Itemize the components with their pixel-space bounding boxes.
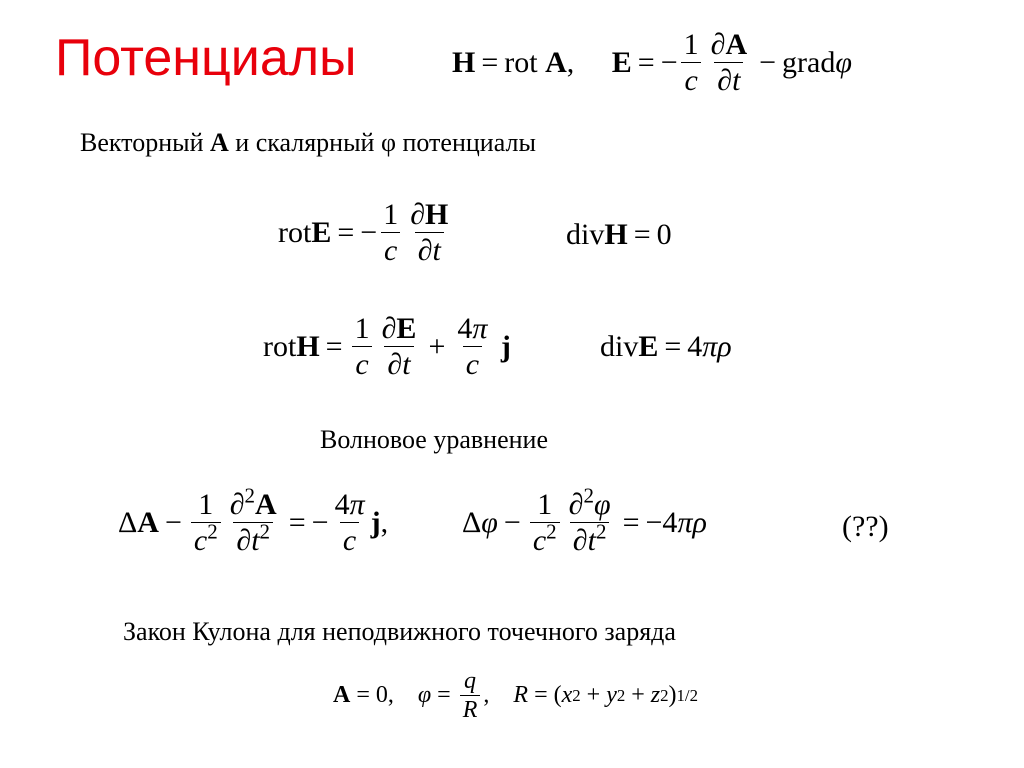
wave-equation-heading: Волновое уравнение: [320, 425, 548, 454]
formula-wave-a: Δ A − $\frac{1}{c^2}$ $\frac{\partial^2A}{\partial t^2}$ = − $\frac{4\pi}{c}$ j ,: [118, 483, 389, 557]
formula-div-e: div E = 4 πρ: [600, 330, 732, 363]
formula-coulomb: A = 0, φ = $\frac{q}{R}$ , R = ( x 2 + y 2 + z 2 ) 1/2: [333, 668, 698, 724]
formula-wave-phi: Δ φ − $\frac{1}{c^2}$ $\frac{\partial^2\varphi}{\partial t^2}$ = −4 πρ: [462, 483, 707, 557]
formula-ampere: rot H = $\frac{1}{c}$ $\frac{\partial E}{\partial t}$ + $\frac{4\pi}{c}$ j: [263, 312, 511, 381]
formula-field-potentials: H = rot A , E = − $\frac{1}{c}$ $\frac{\partial A}{\partial t}$ − grad φ: [452, 28, 852, 97]
slide-title: Потенциалы: [55, 29, 357, 87]
formula-div-h: div H = 0: [566, 218, 672, 251]
formula-faraday: rot E = − $\frac{1}{c}$ $\frac{\partial H}{\partial t}$: [278, 198, 449, 267]
equation-tag: (??): [842, 510, 889, 543]
potentials-description: Векторный A и скалярный φ потенциалы: [80, 128, 536, 157]
coulomb-law-heading: Закон Кулона для неподвижного точечного заряда: [123, 617, 676, 646]
